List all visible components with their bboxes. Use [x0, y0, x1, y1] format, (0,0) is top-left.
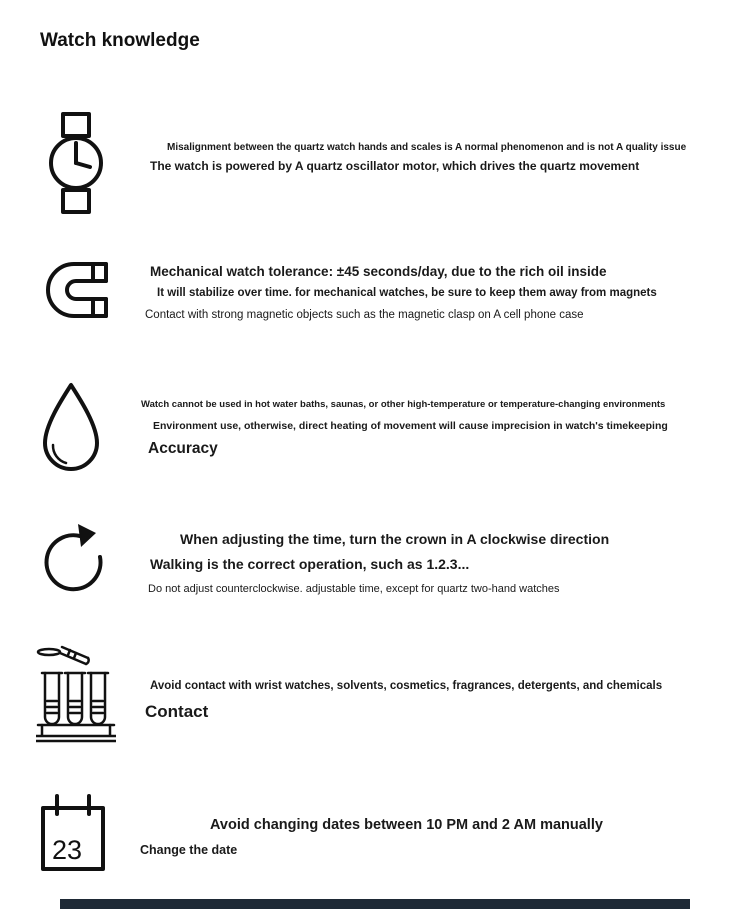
section-magnet-text	[145, 264, 657, 323]
info-line: When adjusting the time, turn the crown in A clockwise direction	[180, 531, 610, 547]
section-temperature-text	[141, 399, 668, 459]
info-line: Walking is the correct operation, such as 1.2.3...	[150, 555, 470, 572]
calendar-icon	[40, 793, 106, 873]
info-line: The watch is powered by A quartz oscillator motor, which drives the quartz movement	[150, 159, 640, 173]
page-title: Watch knowledge	[40, 30, 200, 51]
section-date-text	[140, 817, 603, 858]
info-line: Environment use, otherwise, direct heating of movement will cause imprecision in watch's timekeeping	[153, 420, 668, 433]
calendar-day-number: 23	[52, 835, 83, 865]
info-line: Do not adjust counterclockwise. adjustable time, except for quartz two-hand watches	[148, 582, 560, 595]
clockwise-arrow-icon	[42, 520, 108, 596]
section-crown-text	[148, 531, 609, 596]
section-heading: Contact	[145, 701, 209, 721]
magnet-icon	[44, 260, 108, 320]
info-line: Misalignment between the quartz watch hands and scales is A normal phenomenon and is not A quality issue	[167, 142, 687, 153]
chemicals-icon	[36, 645, 116, 743]
watch-icon	[46, 112, 106, 214]
footer-bar	[60, 899, 690, 909]
info-line: Change the date	[140, 843, 238, 858]
info-line: Watch cannot be used in hot water baths, saunas, or other high-temperature or temperature-changing environments	[141, 399, 666, 410]
section-quartz-text	[150, 142, 686, 173]
section-chemicals-text	[145, 680, 662, 722]
info-line: Contact with strong magnetic objects such as the magnetic clasp on A cell phone case	[145, 308, 584, 321]
water-drop-icon	[40, 382, 102, 472]
info-line: It will stabilize over time. for mechanical watches, be sure to keep them away from magnets	[157, 287, 657, 300]
info-line: Avoid changing dates between 10 PM and 2 AM manually	[210, 817, 603, 833]
info-line: Mechanical watch tolerance: ±45 seconds/day, due to the rich oil inside	[150, 264, 607, 279]
section-heading: Accuracy	[148, 439, 218, 457]
info-line: Avoid contact with wrist watches, solvents, cosmetics, fragrances, detergents, and chemicals	[150, 680, 663, 692]
